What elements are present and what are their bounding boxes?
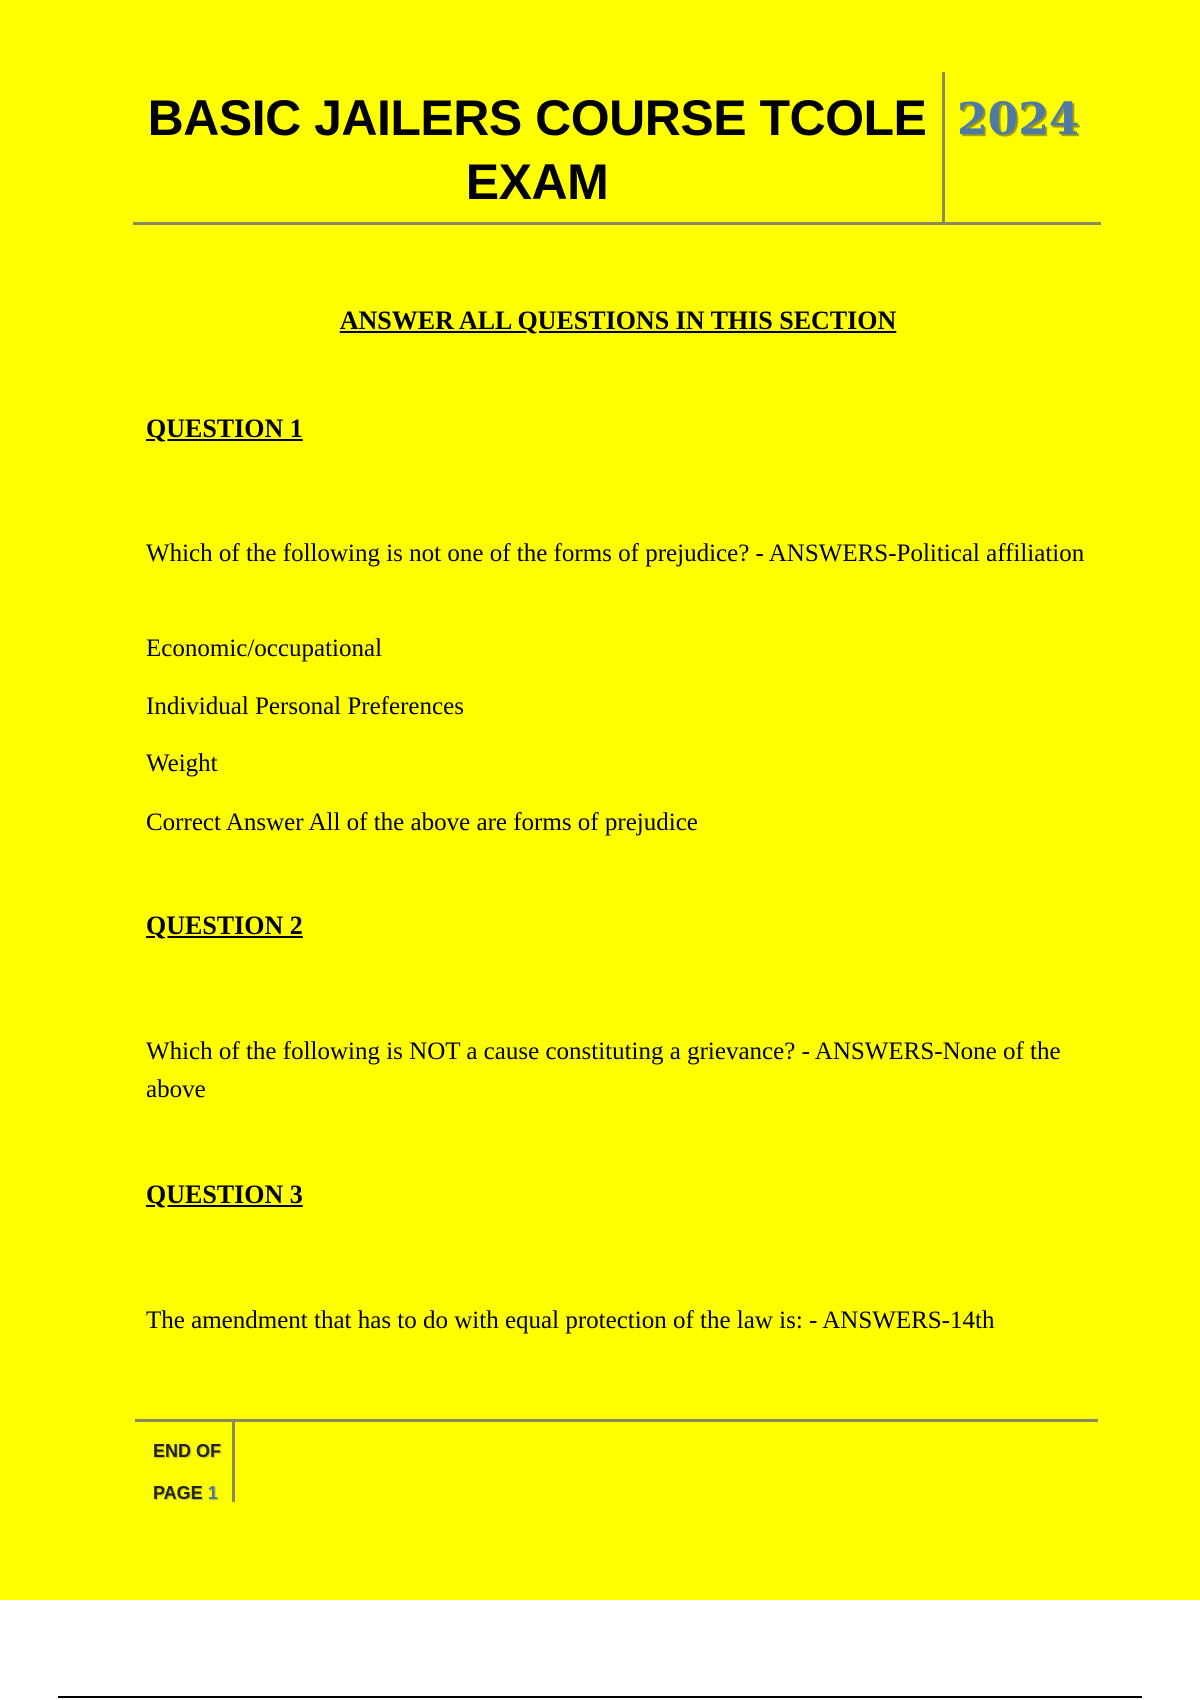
end-of-page-label — [153, 1430, 221, 1514]
section-title: ANSWER ALL QUESTIONS IN THIS SECTION — [339, 306, 897, 335]
document-title — [133, 86, 941, 214]
title-line-1: BASIC JAILERS COURSE TCOLE — [147, 90, 927, 146]
header-divider — [942, 72, 945, 222]
question-2-heading: QUESTION 2 — [146, 911, 303, 940]
question-1-heading: QUESTION 1 — [146, 414, 303, 443]
title-line-2: EXAM — [465, 154, 609, 210]
question-3-heading: QUESTION 3 — [146, 1180, 303, 1209]
question-1-text: Which of the following is not one of the forms of prejudice? - ANSWERS-Political affiliation — [146, 540, 1085, 567]
end-of-label: END OF — [153, 1441, 222, 1461]
question-1-option-4: Correct Answer All of the above are forms of prejudice — [146, 809, 698, 836]
page-footer — [135, 1419, 1098, 1503]
bottom-rule — [58, 1696, 1142, 1698]
page-number: 1 — [207, 1483, 218, 1503]
page-label: PAGE — [153, 1483, 203, 1503]
document-header — [133, 72, 1101, 225]
year-label: 2024 — [957, 94, 1080, 145]
question-2-text: Which of the following is NOT a cause constituting a grievance? - ANSWERS-None of the above — [146, 1038, 1061, 1103]
page-label-row — [153, 1472, 221, 1514]
question-1-option-2: Individual Personal Preferences — [146, 693, 464, 720]
footer-divider — [232, 1422, 235, 1502]
question-1-option-1: Economic/occupational — [146, 635, 383, 662]
question-3-text: The amendment that has to do with equal protection of the law is: - ANSWERS-14th — [146, 1307, 995, 1334]
question-1-option-3: Weight — [146, 750, 218, 777]
